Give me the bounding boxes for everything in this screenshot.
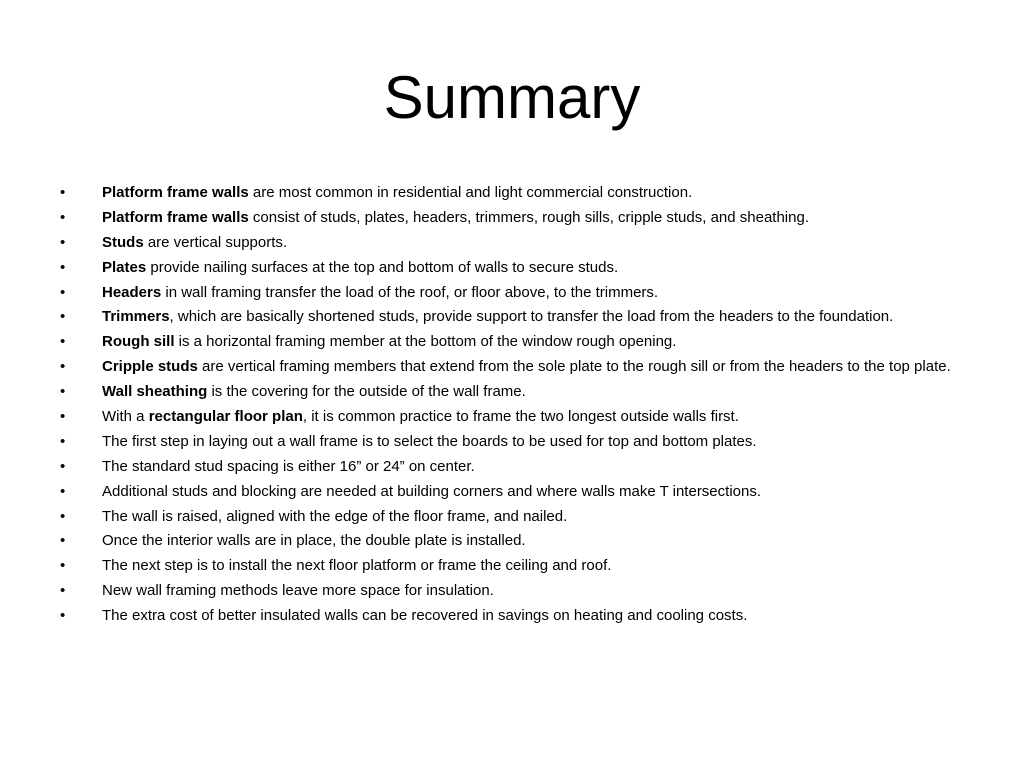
bullet-term: Trimmers (102, 308, 170, 326)
bullet-text (102, 483, 968, 501)
bullet-item (58, 582, 968, 600)
bullet-marker: • (60, 432, 66, 450)
bullet-item (58, 358, 968, 376)
bullet-text (102, 433, 968, 451)
bullet-text (102, 209, 968, 227)
bullet-marker: • (60, 208, 66, 226)
bullet-marker: • (60, 607, 66, 625)
bullet-term: Headers (102, 283, 162, 301)
bullet-item (58, 408, 968, 426)
bullet-term: Plates (102, 258, 147, 276)
bullet-item (58, 284, 968, 302)
bullet-marker: • (60, 482, 66, 500)
bullet-description: are most common in residential and light commercial construction. (248, 184, 693, 201)
bullet-item (58, 209, 968, 227)
bullet-description: provide nailing surfaces at the top and bottom of walls to secure studs. (146, 258, 619, 276)
bullet-item (58, 383, 968, 401)
bullet-description: The first step in laying out a wall frame is to select the boards to be used for top and bottom plates. (102, 432, 757, 450)
bullet-text (102, 234, 968, 252)
bullet-term: Wall sheathing (102, 383, 208, 401)
slide-title: Summary (383, 64, 641, 131)
bullet-marker: • (60, 358, 66, 376)
bullet-term: rectangular floor plan (148, 408, 303, 426)
bullet-item (58, 607, 968, 625)
bullet-description: , which are basically shortened studs, provide support to transfer the load from the headers to the foundation. (169, 308, 894, 326)
bullet-description: in wall framing transfer the load of the roof, or floor above, to the trimmers. (161, 283, 659, 301)
bullet-text (102, 607, 968, 625)
bullet-description: is the covering for the outside of the wall frame. (207, 383, 526, 401)
bullet-item (58, 333, 968, 351)
bullet-marker: • (60, 184, 66, 201)
bullet-item (58, 433, 968, 451)
bullet-item (58, 532, 968, 550)
bullet-marker: • (60, 457, 66, 475)
bullet-item (58, 508, 968, 526)
bullet-description: is a horizontal framing member at the bottom of the window rough opening. (174, 333, 677, 351)
bullet-marker: • (60, 258, 66, 276)
bullet-marker: • (60, 408, 66, 426)
bullet-text (102, 508, 968, 526)
bullet-marker: • (60, 532, 66, 550)
bullet-description: The wall is raised, aligned with the edge of the floor frame, and nailed. (102, 507, 568, 525)
bullet-text (102, 284, 968, 302)
bullet-marker: • (60, 383, 66, 401)
bullet-text (102, 582, 968, 600)
bullet-item (58, 184, 968, 202)
bullet-item (58, 458, 968, 476)
bullet-description: The standard stud spacing is either 16” or 24” on center. (102, 457, 475, 475)
bullet-text (102, 259, 968, 277)
bullet-marker: • (60, 582, 66, 600)
bullet-term: Cripple studs (102, 358, 198, 376)
bullet-description: Additional studs and blocking are needed at building corners and where walls make T intersections. (102, 482, 762, 500)
bullet-description: , it is common practice to frame the two longest outside walls first. (302, 408, 739, 426)
bullet-term: Rough sill (102, 333, 175, 351)
bullet-item (58, 234, 968, 252)
bullet-marker: • (60, 557, 66, 575)
bullet-text (102, 408, 968, 426)
bullet-term: Platform frame walls (102, 184, 249, 201)
bullet-text (102, 308, 968, 326)
bullet-description: consist of studs, plates, headers, trimmers, rough sills, cripple studs, and sheathing. (248, 208, 809, 226)
bullet-item (58, 308, 968, 326)
bullet-prefix: With a (102, 408, 149, 426)
bullet-marker: • (60, 507, 66, 525)
bullet-item (58, 557, 968, 575)
bullet-marker: • (60, 333, 66, 351)
bullet-description: are vertical framing members that extend from the sole plate to the rough sill or from the headers to the top plate. (197, 358, 951, 376)
bullet-marker: • (60, 283, 66, 301)
bullet-marker: • (60, 233, 66, 251)
bullet-item (58, 483, 968, 501)
bullet-text (102, 358, 968, 376)
bullet-term: Platform frame walls (102, 208, 249, 226)
bullet-description: The extra cost of better insulated walls can be recovered in savings on heating and cooling costs. (102, 607, 748, 625)
bullet-description: are vertical supports. (143, 233, 288, 251)
bullet-term: Studs (102, 233, 144, 251)
bullet-description: The next step is to install the next floor platform or frame the ceiling and roof. (102, 557, 612, 575)
summary-bullet-list (58, 184, 968, 632)
bullet-text (102, 184, 968, 202)
bullet-text (102, 532, 968, 550)
bullet-text (102, 557, 968, 575)
bullet-text (102, 383, 968, 401)
bullet-marker: • (60, 308, 66, 326)
bullet-description: New wall framing methods leave more space for insulation. (102, 582, 494, 600)
bullet-item (58, 259, 968, 277)
bullet-text (102, 333, 968, 351)
bullet-text (102, 458, 968, 476)
bullet-description: Once the interior walls are in place, the double plate is installed. (102, 532, 526, 550)
